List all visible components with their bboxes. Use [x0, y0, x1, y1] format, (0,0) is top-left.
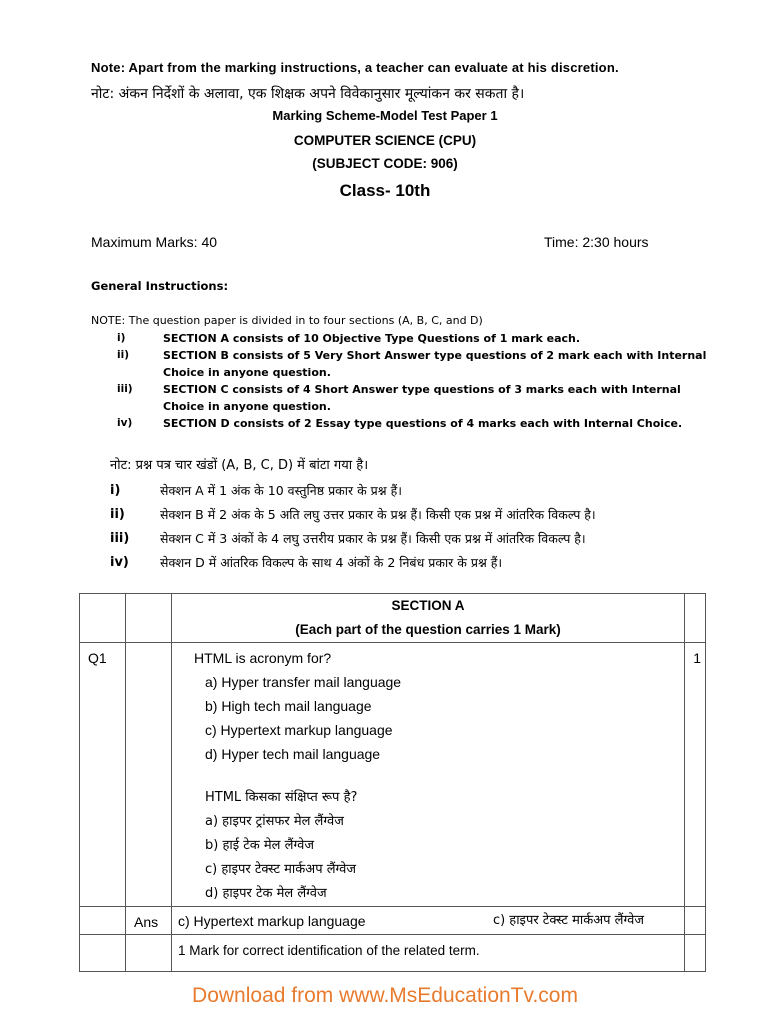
option-c: c) Hypertext markup language [205, 722, 393, 738]
general-instructions-heading: General Instructions: [91, 279, 229, 293]
answer-label: Ans [126, 907, 172, 935]
instruction-item: ii) SECTION B consists of 5 Very Short Answer type questions of 2 mark each with Internal Choice in anyone question. [117, 349, 707, 379]
hindi-instruction-item: ii) सेक्शन B में 2 अंक के 5 अति लघु उत्तर प्रकार के प्रश्न हैं। किसी एक प्रश्न में आंतरिक विकल्प है। [110, 506, 596, 522]
document-title: Marking Scheme-Model Test Paper 1 [272, 108, 498, 123]
hindi-instructions-list [110, 478, 710, 574]
section-subtitle: (Each part of the question carries 1 Mark) [295, 622, 561, 637]
answer-english: c) Hypertext markup language [178, 913, 366, 929]
option-a: a) Hyper transfer mail language [205, 674, 402, 690]
class-heading: Class- 10th [339, 181, 431, 200]
marking-note-row [80, 935, 706, 972]
option-d: d) Hyper tech mail language [205, 746, 381, 762]
question-number: Q1 [80, 643, 126, 907]
time-allowed: Time: 2:30 hours [544, 234, 649, 250]
subject-code: (SUBJECT CODE: 906) [312, 156, 458, 171]
question-table [79, 593, 706, 972]
download-footer: Download from www.MsEducationTv.com [192, 984, 578, 1007]
teacher-note-english: Note: Apart from the marking instructions, a teacher can evaluate at his discretion. [91, 60, 619, 75]
question-row [80, 643, 706, 907]
instruction-item: iv) SECTION D consists of 2 Essay type questions of 4 marks each with Internal Choice. [117, 417, 683, 430]
instruction-item: i) SECTION A consists of 10 Objective Type Questions of 1 mark each. [117, 332, 581, 345]
instructions-note: NOTE: The question paper is divided in to four sections (A, B, C, and D) [91, 314, 483, 327]
instructions-list [91, 330, 721, 432]
section-header-row [80, 594, 706, 643]
option-a-hindi: a) हाइपर ट्रांसफर मेल लैंग्वेज [205, 814, 344, 829]
maximum-marks: Maximum Marks: 40 [91, 234, 218, 250]
hindi-instruction-item: iv) सेक्शन D में आंतरिक विकल्प के साथ 4 अंकों के 2 निबंध प्रकार के प्रश्न हैं। [110, 554, 503, 570]
question-marks: 1 [685, 643, 706, 907]
hindi-instructions-note: नोट: प्रश्न पत्र चार खंडों (A, B, C, D) में बांटा गया है। [110, 458, 369, 473]
question-text-english: HTML is acronym for? [194, 650, 332, 666]
answer-hindi: c) हाइपर टेक्स्ट मार्कअप लैंग्वेज [492, 913, 644, 928]
option-b: b) High tech mail language [205, 698, 372, 714]
hindi-instruction-item: i) सेक्शन A में 1 अंक के 10 वस्तुनिष्ठ प्रकार के प्रश्न हैं। [110, 482, 402, 498]
marking-note: 1 Mark for correct identification of the related term. [172, 935, 685, 972]
option-d-hindi: d) हाइपर टेक मेल लैंग्वेज [205, 886, 327, 901]
subject-name: COMPUTER SCIENCE (CPU) [293, 133, 477, 148]
question-body [172, 643, 685, 907]
instruction-item: iii) SECTION C consists of 4 Short Answer type questions of 3 marks each with Internal Choice in anyone question. [117, 383, 681, 413]
option-b-hindi: b) हाई टेक मेल लैंग्वेज [205, 838, 314, 853]
hindi-instruction-item: iii) सेक्शन C में 3 अंकों के 4 लघु उत्तरीय प्रकार के प्रश्न हैं। किसी एक प्रश्न में आंतरिक विकल्प है। [110, 530, 586, 546]
answer-row [80, 907, 706, 935]
teacher-note-hindi: नोट: अंकन निर्देशों के अलावा, एक शिक्षक अपने विवेकानुसार मूल्यांकन कर सकता है। [91, 86, 525, 102]
question-text-hindi: HTML किसका संक्षिप्त रूप है? [205, 790, 358, 805]
section-title: SECTION A [391, 598, 465, 613]
option-c-hindi: c) हाइपर टेक्स्ट मार्कअप लैंग्वेज [205, 862, 357, 877]
